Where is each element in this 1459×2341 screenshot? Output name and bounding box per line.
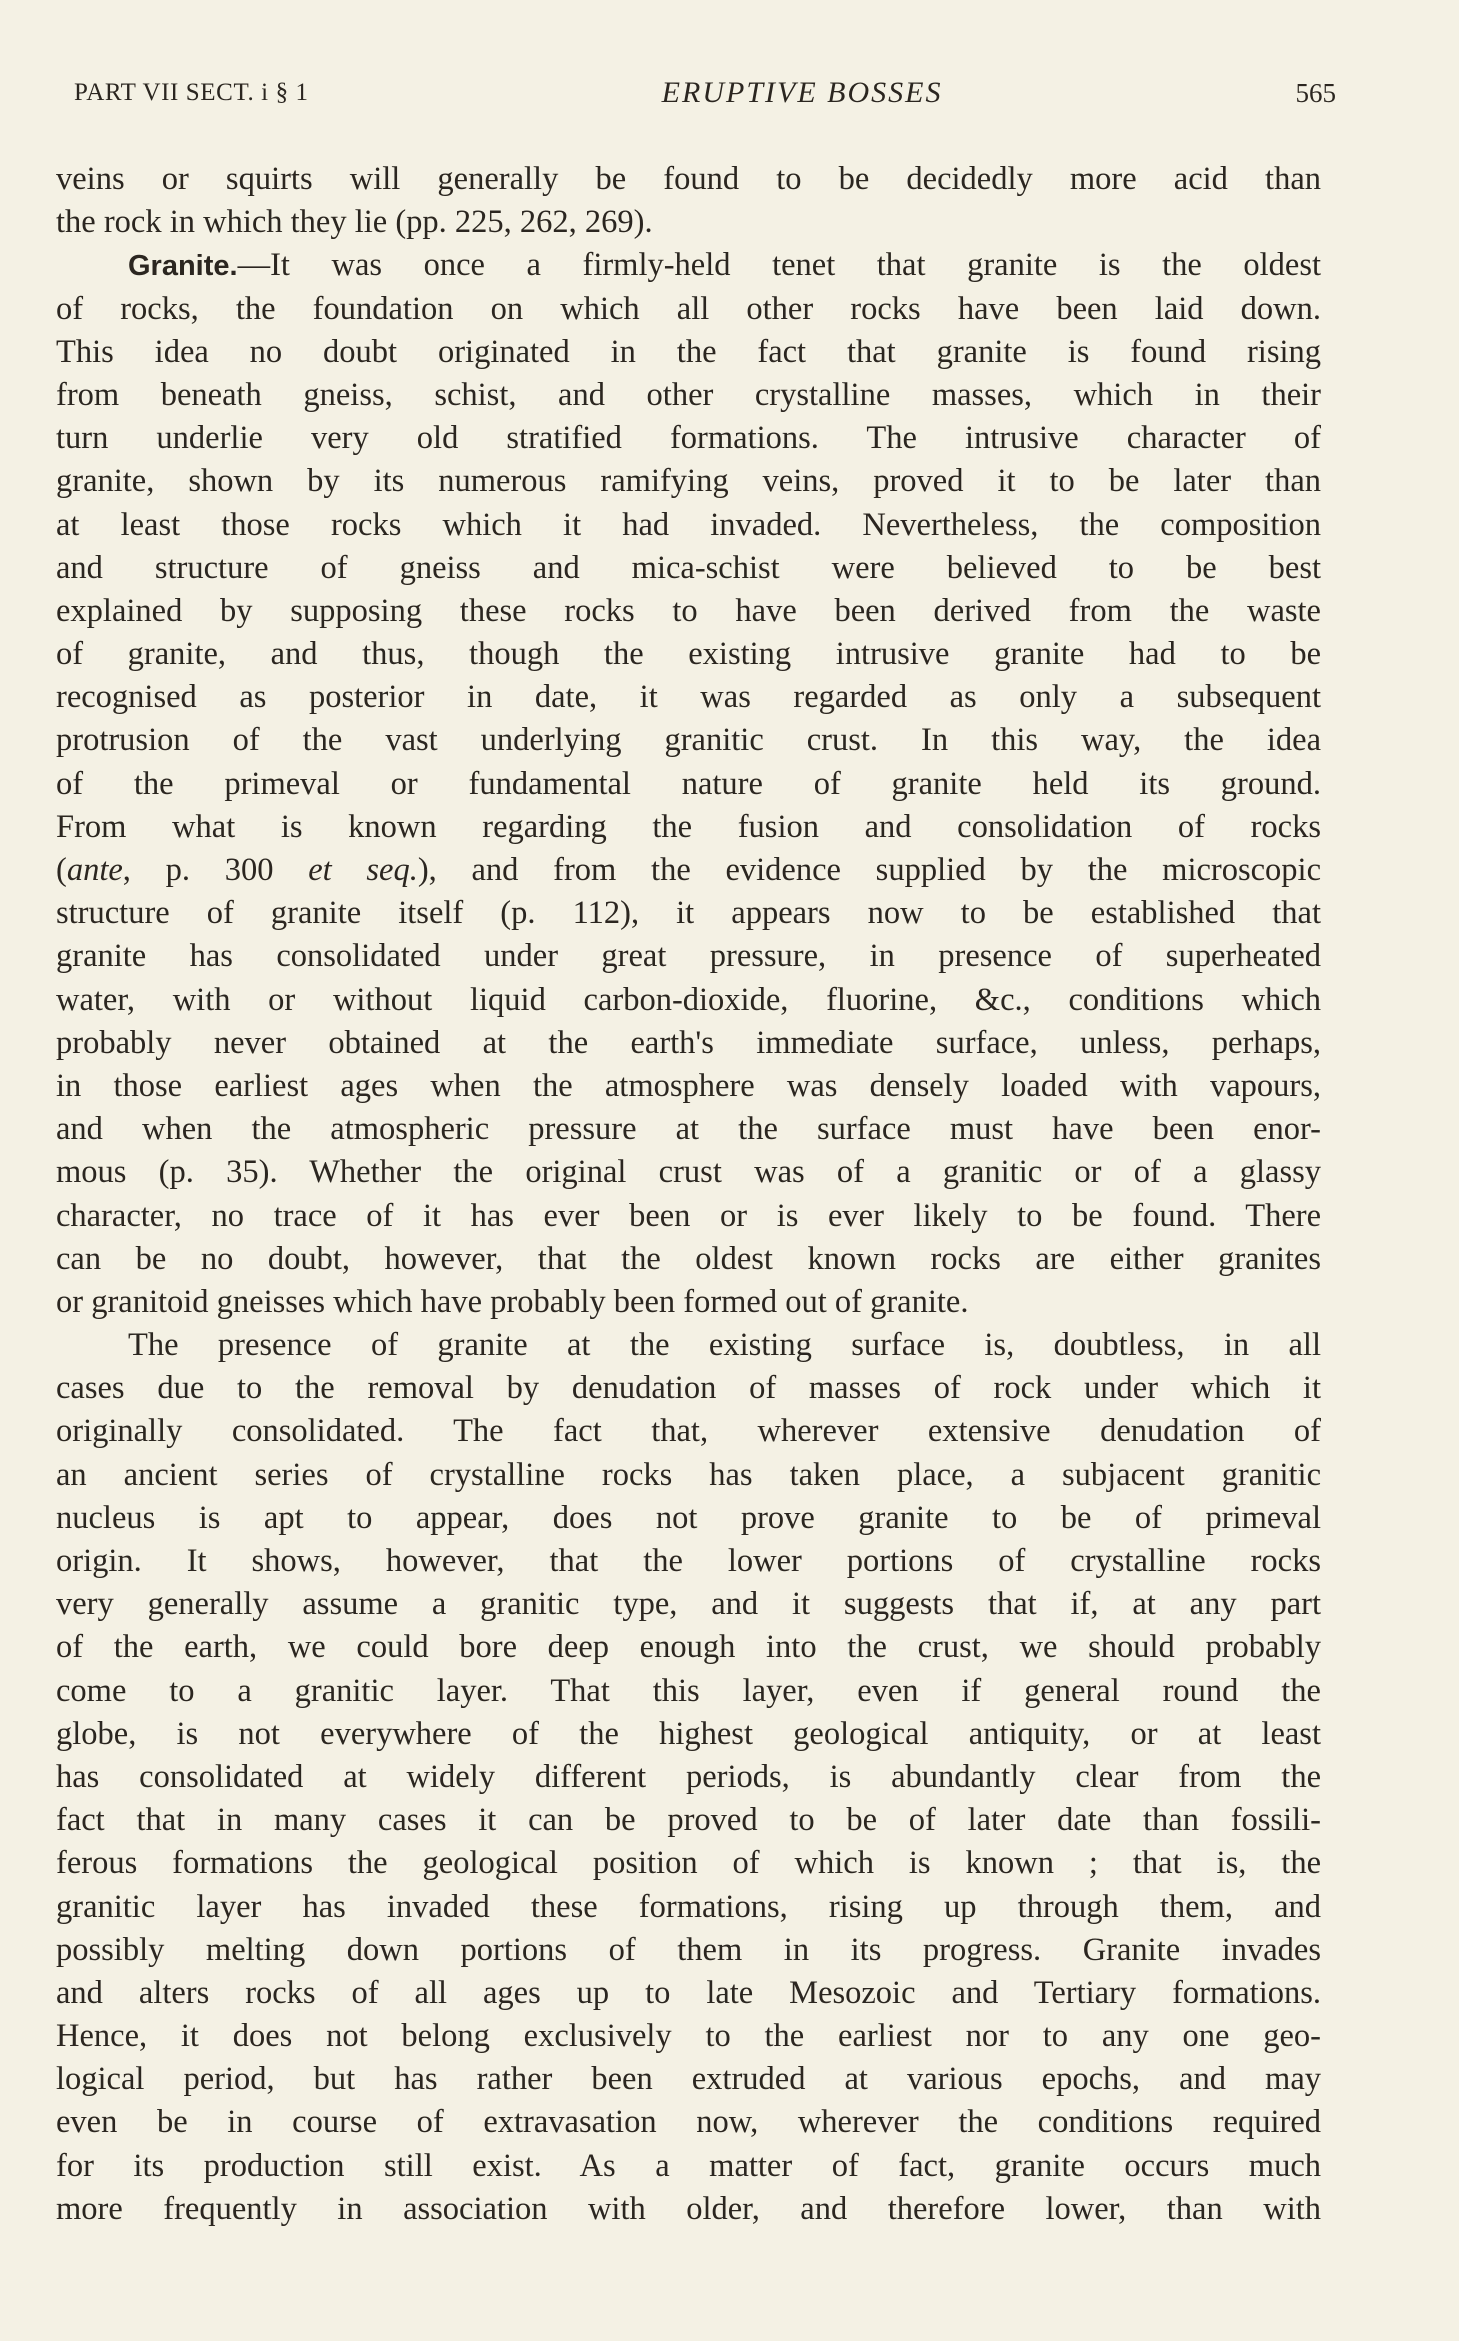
text-line: fact that in many cases it can be proved to be of later date than fossili- [56, 1802, 1321, 1839]
text-line: protrusion of the vast underlying granitic crust. In this way, the idea [56, 722, 1321, 759]
text-line: This idea no doubt originated in the fact that granite is found rising [56, 333, 1321, 370]
text-line: recognised as posterior in date, it was regarded as only a subsequent [56, 679, 1321, 716]
text-line: for its production still exist. As a matter of fact, granite occurs much [56, 2147, 1321, 2184]
text-line: very generally assume a granitic type, and it suggests that if, at any part [56, 1586, 1321, 1623]
text-line: of granite, and thus, though the existing intrusive granite had to be [56, 636, 1321, 673]
page-number: 565 [1295, 77, 1336, 108]
text-line: ferous formations the geological position of which is known ; that is, the [56, 1845, 1321, 1882]
text-line: and when the atmospheric pressure at the surface must have been enor- [56, 1111, 1321, 1148]
text-line: cases due to the removal by denudation of masses of rock under which it [56, 1370, 1321, 1407]
text-line: of the primeval or fundamental nature of granite held its ground. [56, 765, 1321, 802]
text-line: structure of granite itself (p. 112), it appears now to be established that [56, 895, 1321, 932]
text-line: more frequently in association with older, and therefore lower, than with [56, 2190, 1321, 2227]
text-line: the rock in which they lie (pp. 225, 262, 269). [56, 204, 653, 241]
text-line: (ante, p. 300 et seq.), and from the evidence supplied by the microscopic [56, 852, 1322, 888]
text-line: of the earth, we could bore deep enough into the crust, we should probably [56, 1629, 1321, 1666]
text-line: granitic layer has invaded these formations, rising up through them, and [56, 1888, 1321, 1925]
text-line: come to a granitic layer. That this layer, even if general round the [56, 1672, 1321, 1709]
text-line: or granitoid gneisses which have probably been formed out of granite. [56, 1283, 969, 1320]
text-line: has consolidated at widely different periods, is abundantly clear from the [56, 1758, 1321, 1795]
text-line: turn underlie very old stratified formations. The intrusive character of [56, 420, 1321, 457]
text-line: possibly melting down portions of them in its progress. Granite invades [56, 1931, 1321, 1968]
text-line: from beneath gneiss, schist, and other crystalline masses, which in their [56, 376, 1321, 413]
text-line: From what is known regarding the fusion and consolidation of rocks [56, 808, 1321, 845]
text-line: granite, shown by its numerous ramifying veins, proved it to be later than [56, 463, 1321, 500]
text-line [56, 2274, 1321, 2317]
text-line: character, no trace of it has ever been or is ever likely to be found. There [56, 1197, 1321, 1234]
text-line: Hence, it does not belong exclusively to the earliest nor to any one geo- [56, 2018, 1321, 2055]
text-line: water, with or without liquid carbon-dioxide, fluorine, &c., conditions which [56, 981, 1321, 1018]
text-line: probably never obtained at the earth's immediate surface, unless, perhaps, [56, 1024, 1321, 1061]
text-line: even be in course of extravasation now, wherever the conditions required [56, 2104, 1321, 2141]
text-line: originally consolidated. The fact that, wherever extensive denudation of [56, 1413, 1321, 1450]
text-line: globe, is not everywhere of the highest geological antiquity, or at least [56, 1715, 1321, 1752]
text-line: The presence of granite at the existing surface is, doubtless, in all [128, 1327, 1321, 1364]
text-line: origin. It shows, however, that the lower portions of crystalline rocks [56, 1543, 1321, 1579]
text-line: Granite.—It was once a firmly-held tenet that granite is the oldest [128, 247, 1321, 284]
running-title: ERUPTIVE BOSSES [661, 76, 943, 109]
text-line: in those earliest ages when the atmosphere was densely loaded with vapours, [56, 1067, 1321, 1104]
text-line: an ancient series of crystalline rocks has taken place, a subjacent granitic [56, 1456, 1321, 1493]
text-line: explained by supposing these rocks to have been derived from the waste [56, 592, 1321, 629]
text-line: and structure of gneiss and mica-schist were believed to be best [56, 549, 1321, 586]
section-reference: PART VII SECT. i § 1 [74, 79, 309, 106]
text-line: logical period, but has rather been extruded at various epochs, and may [56, 2061, 1321, 2098]
text-line [56, 2231, 1321, 2274]
running-header [74, 70, 1336, 116]
text-line: veins or squirts will generally be found to be decidedly more acid than [56, 161, 1321, 197]
body-text [56, 158, 1321, 2317]
text-line: and alters rocks of all ages up to late Mesozoic and Tertiary formations. [56, 1974, 1321, 2011]
text-line: at least those rocks which it had invaded. Nevertheless, the composition [56, 506, 1321, 543]
text-line: granite has consolidated under great pressure, in presence of superheated [56, 938, 1321, 975]
text-line: of rocks, the foundation on which all other rocks have been laid down. [56, 290, 1321, 327]
text-line: nucleus is apt to appear, does not prove granite to be of primeval [56, 1499, 1321, 1536]
text-line: can be no doubt, however, that the oldest known rocks are either granites [56, 1240, 1321, 1277]
side-heading: Granite. [128, 250, 238, 283]
text-line: mous (p. 35). Whether the original crust was of a granitic or of a glassy [56, 1154, 1321, 1191]
